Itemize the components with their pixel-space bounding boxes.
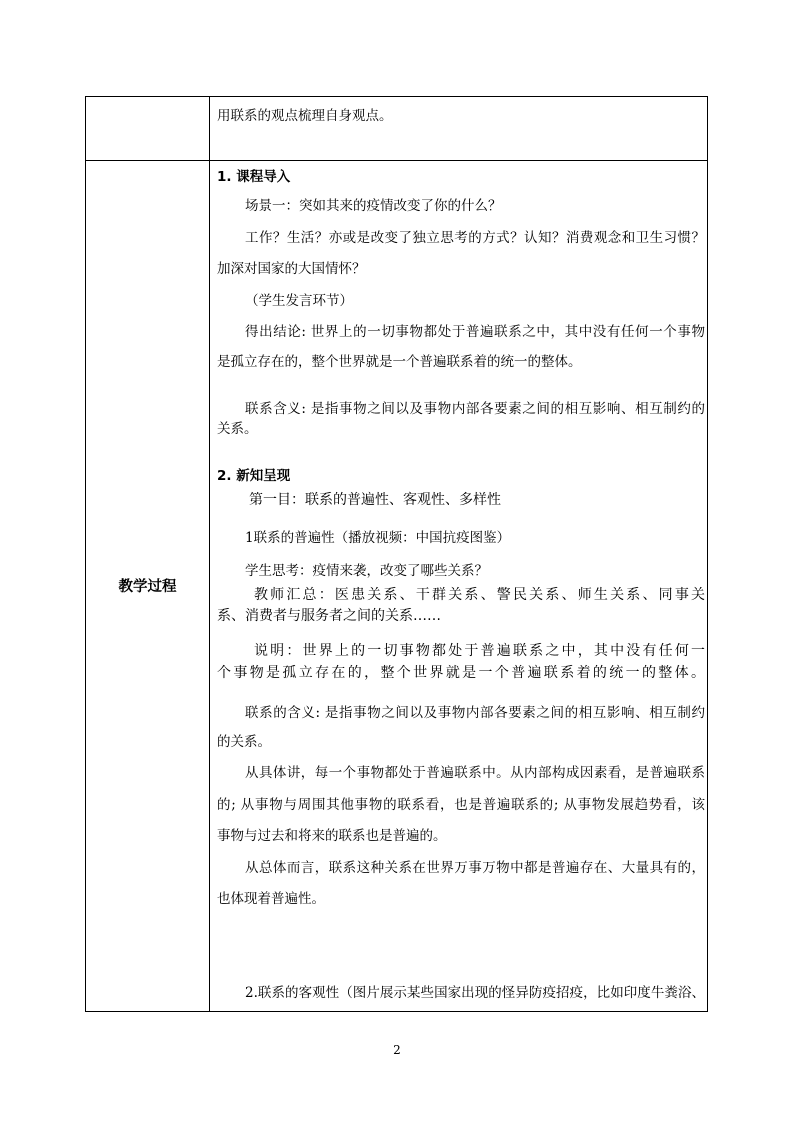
paragraph-line: 从具体讲，每一个事物都处于普遍联系中。从内部构成因素看，是普遍联系 bbox=[245, 765, 705, 781]
paragraph-line: 事物与过去和将来的联系也是普遍的。 bbox=[217, 828, 447, 844]
paragraph-line: 说明：世界上的一切事物都处于普遍联系之中，其中没有任何一 bbox=[254, 643, 705, 659]
row-label-teaching-process: 教学过程 bbox=[118, 579, 177, 595]
paragraph-line: 得出结论: 世界上的一切事物都处于普遍联系之中，其中没有任何一个事物 bbox=[245, 324, 705, 340]
paragraph-line: 2.联系的客观性（图片展示某些国家出现的怪异防疫招疫，比如印度牛粪浴、 bbox=[245, 985, 705, 1001]
lesson-plan-table bbox=[85, 96, 708, 1012]
paragraph-line: 第一目：联系的普遍性、客观性、多样性 bbox=[249, 492, 501, 508]
section-heading: 2. 新知呈现 bbox=[217, 468, 291, 484]
paragraph-line: 从总体而言，联系这种关系在世界万事万物中都是普遍存在、大量具有的， bbox=[245, 860, 705, 876]
paragraph-line: 的关系。 bbox=[217, 734, 271, 750]
paragraph-line: 学生思考：疫情来袭，改变了哪些关系？ bbox=[245, 563, 488, 579]
paragraph-line: 联系含义: 是指事物之间以及事物内部各要素之间的相互影响、相互制约的 bbox=[245, 401, 705, 417]
paragraph-line: 加深对国家的大国情怀？ bbox=[217, 261, 366, 277]
paragraph-line: 系、消费者与服务者之间的关系…… bbox=[217, 608, 441, 624]
section-heading: 1. 课程导入 bbox=[217, 169, 291, 185]
paragraph-line: 的; 从事物与周围其他事物的联系看，也是普遍联系的; 从事物发展趋势看，该 bbox=[217, 797, 705, 813]
paragraph-line: 场景一：突如其来的疫情改变了你的什么？ bbox=[245, 198, 502, 214]
paragraph-line: 关系。 bbox=[217, 421, 258, 437]
paragraph-line: 1联系的普遍性（播放视频：中国抗疫图鉴） bbox=[245, 530, 511, 546]
column-divider bbox=[209, 97, 210, 1011]
paragraph-line: 是孤立存在的，整个世界就是一个普遍联系着的统一的整体。 bbox=[217, 354, 582, 370]
page-number: 2 bbox=[393, 1043, 401, 1057]
paragraph-line: 工作？生活？亦或是改变了独立思考的方式？认知？消费观念和卫生习惯？ bbox=[245, 230, 705, 246]
paragraph-line: 联系的含义: 是指事物之间以及事物内部各要素之间的相互影响、相互制约 bbox=[245, 705, 705, 721]
cell-text: 用联系的观点梳理自身观点。 bbox=[217, 108, 393, 124]
paragraph-line: 教师汇总：医患关系、干群关系、警民关系、师生关系、同事关 bbox=[254, 587, 705, 603]
table-row bbox=[86, 97, 707, 161]
paragraph-line: 也体现着普遍性。 bbox=[217, 891, 325, 907]
paragraph-line: 个事物是孤立存在的，整个世界就是一个普遍联系着的统一的整体。 bbox=[217, 665, 705, 681]
paragraph-line: （学生发言环节） bbox=[245, 293, 353, 309]
